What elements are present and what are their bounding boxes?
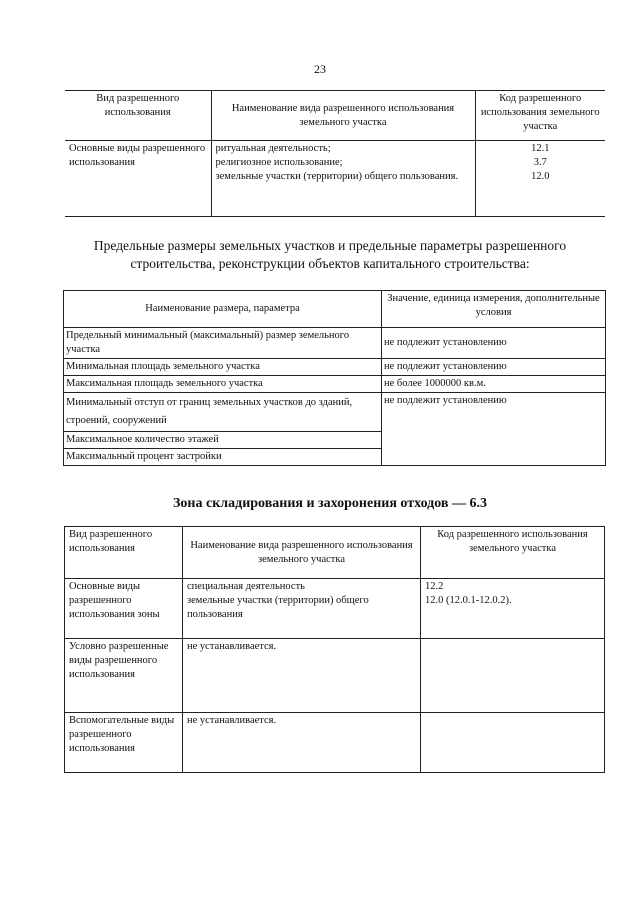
table-header-row <box>65 91 605 141</box>
table-row <box>64 376 606 393</box>
use-names-cell: не устанавливается. <box>183 639 421 713</box>
use-names-cell <box>183 579 421 639</box>
header-use-type: Вид разрешенного использования <box>65 91 211 141</box>
use-type-cell: Условно разрешенные виды разрешенного использования <box>65 639 183 713</box>
use-names-cell <box>211 141 475 217</box>
use-code: 12.2 <box>425 581 444 592</box>
permitted-use-table-2 <box>64 526 605 773</box>
table-header-row <box>65 527 605 579</box>
use-type-cell: Вспомогательные виды разрешенного использования <box>65 713 183 773</box>
use-codes-cell <box>421 639 605 713</box>
use-name: специальная деятельность <box>187 581 305 592</box>
table-row <box>65 639 605 713</box>
param-value: не более 1000000 кв.м. <box>382 376 606 393</box>
param-name: Максимальная площадь земельного участка <box>64 376 382 393</box>
param-name: Максимальный процент застройки <box>64 449 382 466</box>
header-use-code: Код разрешенного использования земельного участка <box>475 91 605 141</box>
param-name: Минимальная площадь земельного участка <box>64 359 382 376</box>
header-use-name: Наименование вида разрешенного использования земельного участка <box>211 91 475 141</box>
param-name: Максимальное количество этажей <box>64 432 382 449</box>
use-codes-cell <box>421 579 605 639</box>
use-name: ритуальная деятельность; <box>215 143 331 154</box>
table-row <box>65 141 605 217</box>
table-row <box>65 713 605 773</box>
header-use-type: Вид разрешенного использования <box>65 527 183 579</box>
use-type-cell: Основные виды разрешенного использования зоны <box>65 579 183 639</box>
use-name: земельные участки (территории) общего пользования <box>187 595 369 620</box>
param-value: не подлежит установлению <box>382 393 606 466</box>
header-param-value: Значение, единица измерения, дополнительные условия <box>382 291 606 328</box>
use-names-cell: не устанавливается. <box>183 713 421 773</box>
use-code: 12.0 (12.0.1-12.0.2). <box>425 595 512 606</box>
table-row <box>64 393 606 432</box>
table-row <box>64 328 606 359</box>
header-use-code: Код разрешенного использования земельного участка <box>421 527 605 579</box>
header-param-name: Наименование размера, параметра <box>64 291 382 328</box>
param-value: не подлежит установлению <box>382 328 606 359</box>
param-name: Минимальный отступ от границ земельных участков до зданий, строений, сооружений <box>64 393 382 432</box>
use-code: 3.7 <box>533 157 547 168</box>
use-code: 12.1 <box>531 143 550 154</box>
use-type-cell: Основные виды разрешенного использования <box>65 141 211 217</box>
param-name: Предельный минимальный (максимальный) размер земельного участка <box>64 328 382 359</box>
zone-heading: Зона складирования и захоронения отходов — 6.3 <box>173 496 487 511</box>
table-row <box>64 359 606 376</box>
page-number: 23 <box>314 62 326 76</box>
limits-table <box>63 290 606 466</box>
table-row <box>65 579 605 639</box>
use-codes-cell <box>475 141 605 217</box>
use-codes-cell <box>421 713 605 773</box>
use-name: земельные участки (территории) общего пользования. <box>215 171 459 182</box>
use-name: религиозное использование; <box>215 157 343 168</box>
param-value: не подлежит установлению <box>382 359 606 376</box>
table-header-row <box>64 291 606 328</box>
use-code: 12.0 <box>531 171 550 182</box>
limits-heading: Предельные размеры земельных участков и предельные параметры разрешенного строительства, реконструкции объектов капитального строительства: <box>93 238 567 271</box>
header-use-name: Наименование вида разрешенного использования земельного участка <box>183 527 421 579</box>
permitted-use-table-1 <box>65 90 605 217</box>
